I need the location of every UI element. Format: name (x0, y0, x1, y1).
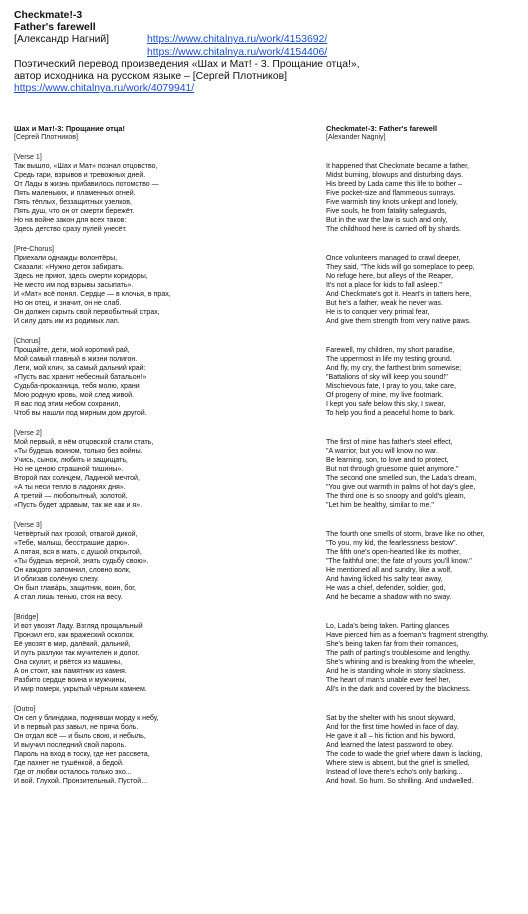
en-poem-line: "Let him be healthy, similar to me." (326, 502, 434, 509)
en-poem-line: He mentioned all and sundry, like a wolf, (326, 567, 452, 574)
en-section-tag (326, 705, 526, 714)
en-stanza (326, 705, 526, 786)
en-poem-line: The second one smelled sun, the Lada's dream, (326, 475, 477, 482)
en-poem-line: The childhood here is carried off by shards. (326, 226, 462, 233)
ru-stanza (14, 613, 314, 694)
en-poem-line: Sat by the shelter with his snout skyward, (326, 715, 456, 722)
en-poem-line: Once volunteers managed to crawl deeper, (326, 255, 461, 262)
en-section-tag (326, 429, 526, 438)
ru-poem-line: Он каждого запомнил, словно волк, (14, 567, 131, 574)
en-poem-line: The heart of man's unable ever feel her, (326, 677, 451, 684)
ru-poem-line: Она скулит, и рвётся из машины, (14, 659, 123, 666)
ru-poem-line: «Ты будешь воином, только без войны. (14, 448, 143, 455)
ru-section-tag: [Outro] (14, 706, 36, 713)
ru-poem-line: Пронзил его, как вражеский осколок. (14, 632, 135, 639)
en-poem-line: And he became a shadow with no sway. (326, 594, 452, 601)
en-poem-line: It happened that Checkmate became a father, (326, 163, 469, 170)
ru-stanza (14, 521, 314, 602)
en-poem-line: But he's a father, weak he never was. (326, 300, 443, 307)
ru-poem-line: Он отдал всё — и быль свою, и небыль, (14, 733, 146, 740)
en-poem-line: He gave it all – his fiction and his byword, (326, 733, 456, 740)
ru-section-tag: [Verse 3] (14, 522, 42, 529)
russian-column (14, 124, 314, 786)
ru-poem-line: А третий — любопытный, золотой, (14, 493, 128, 500)
ru-stanza (14, 337, 314, 418)
en-poem-line: Farewell, my children, my short paradise, (326, 347, 455, 354)
ru-poem-line: «А ты неси тепло в ладонях дня». (14, 484, 126, 491)
en-poem-line: The uppermost in life my testing ground. (326, 356, 452, 363)
author-link-row (14, 34, 519, 46)
doc-subtitle: Father's farewell (14, 22, 96, 34)
ru-poem-line: И «Мат» всё понял. Сердце — в клочья, в прах, (14, 291, 171, 298)
en-poem-line: And having licked his salty tear away, (326, 576, 443, 583)
ru-stanza (14, 245, 314, 326)
en-poem-line: He is to conquer very primal fear, (326, 309, 430, 316)
ru-poem-line: Прощайте, дети, мой короткий рай, (14, 347, 130, 354)
ru-poem-line: И мир померк, укрытый чёрным камнем. (14, 686, 147, 693)
en-poem-line: Of progeny of mine, my live footmark. (326, 392, 444, 399)
en-poem-line: Five souls, he from fatality safeguards, (326, 208, 447, 215)
en-poem-line: She's being taken far from their romances, (326, 641, 459, 648)
link-work-1[interactable]: https://www.chitalnya.ru/work/4153692/ (147, 34, 328, 46)
en-stanza (326, 521, 526, 602)
ru-stanza (14, 429, 314, 510)
en-poem-line: Lo, Lada's being taken. Parting glances (326, 623, 450, 630)
en-poem-line: "The faithful one; the fate of yours you'll know." (326, 558, 472, 565)
en-poem-line: But not through gruesome quiet anymore." (326, 466, 459, 473)
en-poem-line: But in the war the law is such and only, (326, 217, 448, 224)
en-poem-title: Checkmate!-3: Father's farewell (326, 124, 438, 133)
en-poem-line: Five pocket-size and flammeous sunrays. (326, 190, 456, 197)
document-header (14, 10, 519, 95)
en-poem-line: His breed by Lada came this life to bother – (326, 181, 462, 188)
ru-poem-line: Но он отец, и значит, он не слаб. (14, 300, 122, 307)
ru-poem-line: Чтоб вы нашли под мирным дом другой. (14, 410, 147, 417)
ru-poem-line: Он сел у блиндажа, поднявши морду к небу, (14, 715, 159, 722)
ru-poem-line: Где пахнет не тушёнкой, а бедой. (14, 760, 124, 767)
ru-section-tag: [Chorus] (14, 338, 41, 345)
ru-poem-line: Где от любви осталось только эхо... (14, 769, 132, 776)
en-poem-line: The fourth one smells of storm, brave like no other, (326, 531, 485, 538)
en-poem-line: "You give out warmth in palms of hot day's glee, (326, 484, 476, 491)
en-poem-line: And Checkmate's got it. Heart's in tatters here, (326, 291, 472, 298)
en-poem-line: They said, "The kids will go someplace to peep, (326, 264, 475, 271)
ru-poem-line: «Ты будешь верной, знать судьбу свою». (14, 558, 149, 565)
en-poem-line: And learned the latest password to obey. (326, 742, 454, 749)
ru-poem-line: Её увозят в мир, далёкий, дальний, (14, 641, 131, 648)
en-poem-line: She's whining and is breaking from the wheeler, (326, 659, 476, 666)
en-poem-line: The code to wade the grief where dawn is lacking, (326, 751, 483, 758)
ru-poem-line: Но на войне закон для всех таков: (14, 217, 127, 224)
ru-poem-line: И выучил последний свой пароль. (14, 742, 127, 749)
en-section-tag (326, 153, 526, 162)
ru-poem-line: А стал лишь тенью, стоя на весу. (14, 594, 123, 601)
ru-poem-line: Но не ценою страшной тишины». (14, 466, 124, 473)
en-poem-line: Five warmish tiny knots unkept and lonely, (326, 199, 458, 206)
ru-poem-line: Учись, сынок, любить и защищать, (14, 457, 129, 464)
ru-poem-line: А он стоит, как памятник из камня. (14, 668, 127, 675)
ru-poem-line: Мой первый, в нём отцовской стали стать, (14, 439, 154, 446)
en-section-tag (326, 245, 526, 254)
en-poem-line: "To you, my kid, the fearlessness bestow". (326, 540, 458, 547)
ru-poem-line: Здесь детство сразу пулей унесёт. (14, 226, 127, 233)
ru-section-tag: [Verse 1] (14, 154, 42, 161)
english-column (326, 124, 526, 786)
en-stanza (326, 153, 526, 234)
en-section-tag (326, 521, 526, 530)
en-poem-line: And howl. So hum. So shrilling. And undwelled. (326, 778, 474, 785)
ru-poem-line: И путь разлуки так мучителен и долог. (14, 650, 140, 657)
ru-poem-line: Мой самый главный в жизни полигон. (14, 356, 138, 363)
link-row-2 (14, 47, 519, 59)
en-poem-line: "Battalions of sky will keep you sound!" (326, 374, 448, 381)
ru-poem-line: Мою родную кровь, мой след живой. (14, 392, 135, 399)
en-stanza (326, 429, 526, 510)
en-poem-line: Mischievous fate, I pray to you, take care, (326, 383, 457, 390)
ru-poem-line: Разбито сердце воина и мужчины, (14, 677, 127, 684)
ru-poem-line: Пять маленьких, и пламенных огней. (14, 190, 136, 197)
ru-poem-line: И силу дать им из родимых лап. (14, 318, 120, 325)
en-poem-line: I kept you safe below this sky, I swear, (326, 401, 446, 408)
ru-poem-line: И облизав солёную слезу. (14, 576, 99, 583)
en-poem-line: And he is standing whole in stony slackness. (326, 668, 466, 675)
en-poem-line: "A warrior, but you will know no war. (326, 448, 438, 455)
en-poem-line: All's in the dark and covered by the blackness. (326, 686, 471, 693)
en-poem-line: The path of parting's troublesome and lengthy. (326, 650, 471, 657)
en-poem-line: And give them strength from very native paws. (326, 318, 471, 325)
en-poem-line: Instead of love there's echo's only barking... (326, 769, 463, 776)
translator-name: [Александр Нагний] (14, 34, 110, 46)
ru-poem-line: И в первый раз завыл, не пряча боль. (14, 724, 139, 731)
en-poem-line: No refuge here, but alleys of the Reaper, (326, 273, 453, 280)
en-poem-line: Have pierced him as a foeman's fragment strengthy. (326, 632, 489, 639)
ru-poem-line: «Пусть будет здравым, так же как и я». (14, 502, 143, 509)
ru-stanza (14, 705, 314, 786)
source-author-line: автор исходника на русском языке – [Сергей Плотников] (14, 71, 288, 83)
ru-poem-line: «Пусть вас хранит небесный батальон!» (14, 374, 147, 381)
en-poem-line: The first of mine has father's steel effect, (326, 439, 453, 446)
ru-poem-line: Сказали: «Нужно деток забирать. (14, 264, 124, 271)
ru-poem-line: Он был глава́рь, защитник, воин, бог, (14, 585, 136, 592)
link-work-2[interactable]: https://www.chitalnya.ru/work/4154406/ (147, 46, 328, 58)
en-section-tag (326, 613, 526, 622)
ru-poem-line: Второй пах солнцем, Ладиной мечтой, (14, 475, 140, 482)
ru-poem-line: Здесь не приют, здесь смерти коридоры, (14, 273, 148, 280)
en-poem-line: Be learning, son, to love and to protect, (326, 457, 449, 464)
en-stanza (326, 613, 526, 694)
ru-poem-line: Лети, мой клич, за самый дальний край: (14, 365, 146, 372)
ru-poem-author: [Сергей Плотников] (14, 134, 78, 141)
ru-poem-line: И вой. Глухой. Пронзительный. Пустой... (14, 778, 148, 785)
ru-poem-line: Средь гари, взрывов и тревожных дней. (14, 172, 146, 179)
translation-description: Поэтический перевод произведения «Шах и Мат! - 3. Прощание отца!», (14, 58, 360, 70)
en-stanza (326, 245, 526, 326)
en-poem-line: And for the first time howled in face of day. (326, 724, 459, 731)
ru-poem-line: Пять душ, что он от смерти бережёт. (14, 208, 135, 215)
doc-title: Checkmate!-3 (14, 10, 83, 21)
ru-poem-line: Не место им под взрывы засыпать». (14, 282, 134, 289)
en-stanza (326, 337, 526, 418)
en-poem-line: The third one is so snoopy and gold's gleam, (326, 493, 466, 500)
en-poem-line: To help you find a peaceful home to bark. (326, 410, 455, 417)
ru-section-tag: [Verse 2] (14, 430, 42, 437)
en-poem-line: Midst burning, blowups and disturbing days. (326, 172, 464, 179)
en-section-tag (326, 337, 526, 346)
ru-poem-line: Судьба-проказница, тебя молю, храни (14, 383, 140, 390)
ru-poem-title: Шах и Мат!-3: Прощание отца! (14, 124, 125, 133)
ru-stanza (14, 153, 314, 234)
ru-section-tag: [Pre-Chorus] (14, 246, 54, 253)
ru-poem-line: Приехали однажды волонтёры, (14, 255, 118, 262)
en-poem-line: The fifth one's open-hearted like its mother, (326, 549, 461, 556)
en-poem-line: It's not a place for kids to fall asleep." (326, 282, 442, 289)
link-source-work[interactable]: https://www.chitalnya.ru/work/4079941/ (14, 83, 195, 95)
en-poem-author: [Alexander Nagniy] (326, 134, 386, 141)
ru-poem-line: А пятая, вся в мать, с душой открытой, (14, 549, 142, 556)
en-poem-line: And fly, my cry, the farthest brim somewise; (326, 365, 462, 372)
ru-poem-line: «Тебе, малыш, бесстрашие дарю». (14, 540, 130, 547)
en-poem-line: He was a chief, defender, soldier, god, (326, 585, 446, 592)
ru-poem-line: Я вас под этим небом сохранил, (14, 401, 121, 408)
en-poem-line: Where stew is absent, but the grief is smelled, (326, 760, 470, 767)
ru-poem-line: Пароль на вход в тоску, где нет рассвета, (14, 751, 150, 758)
ru-poem-line: От Лады в жизнь прибавилось потомство — (14, 181, 159, 188)
ru-poem-line: И вот увозят Ладу. Взгляд прощальный (14, 623, 143, 630)
ru-poem-line: Он должен скрыть свой первобытный страх, (14, 309, 160, 316)
ru-section-tag: [Bridge] (14, 614, 39, 621)
ru-poem-line: Пять тёплых, беззащитных узелков, (14, 199, 132, 206)
ru-poem-line: Четвёртый пах грозой, отвагой дикой, (14, 531, 138, 538)
ru-poem-line: Так вышло, «Шах и Мат» познал отцовство, (14, 163, 158, 170)
